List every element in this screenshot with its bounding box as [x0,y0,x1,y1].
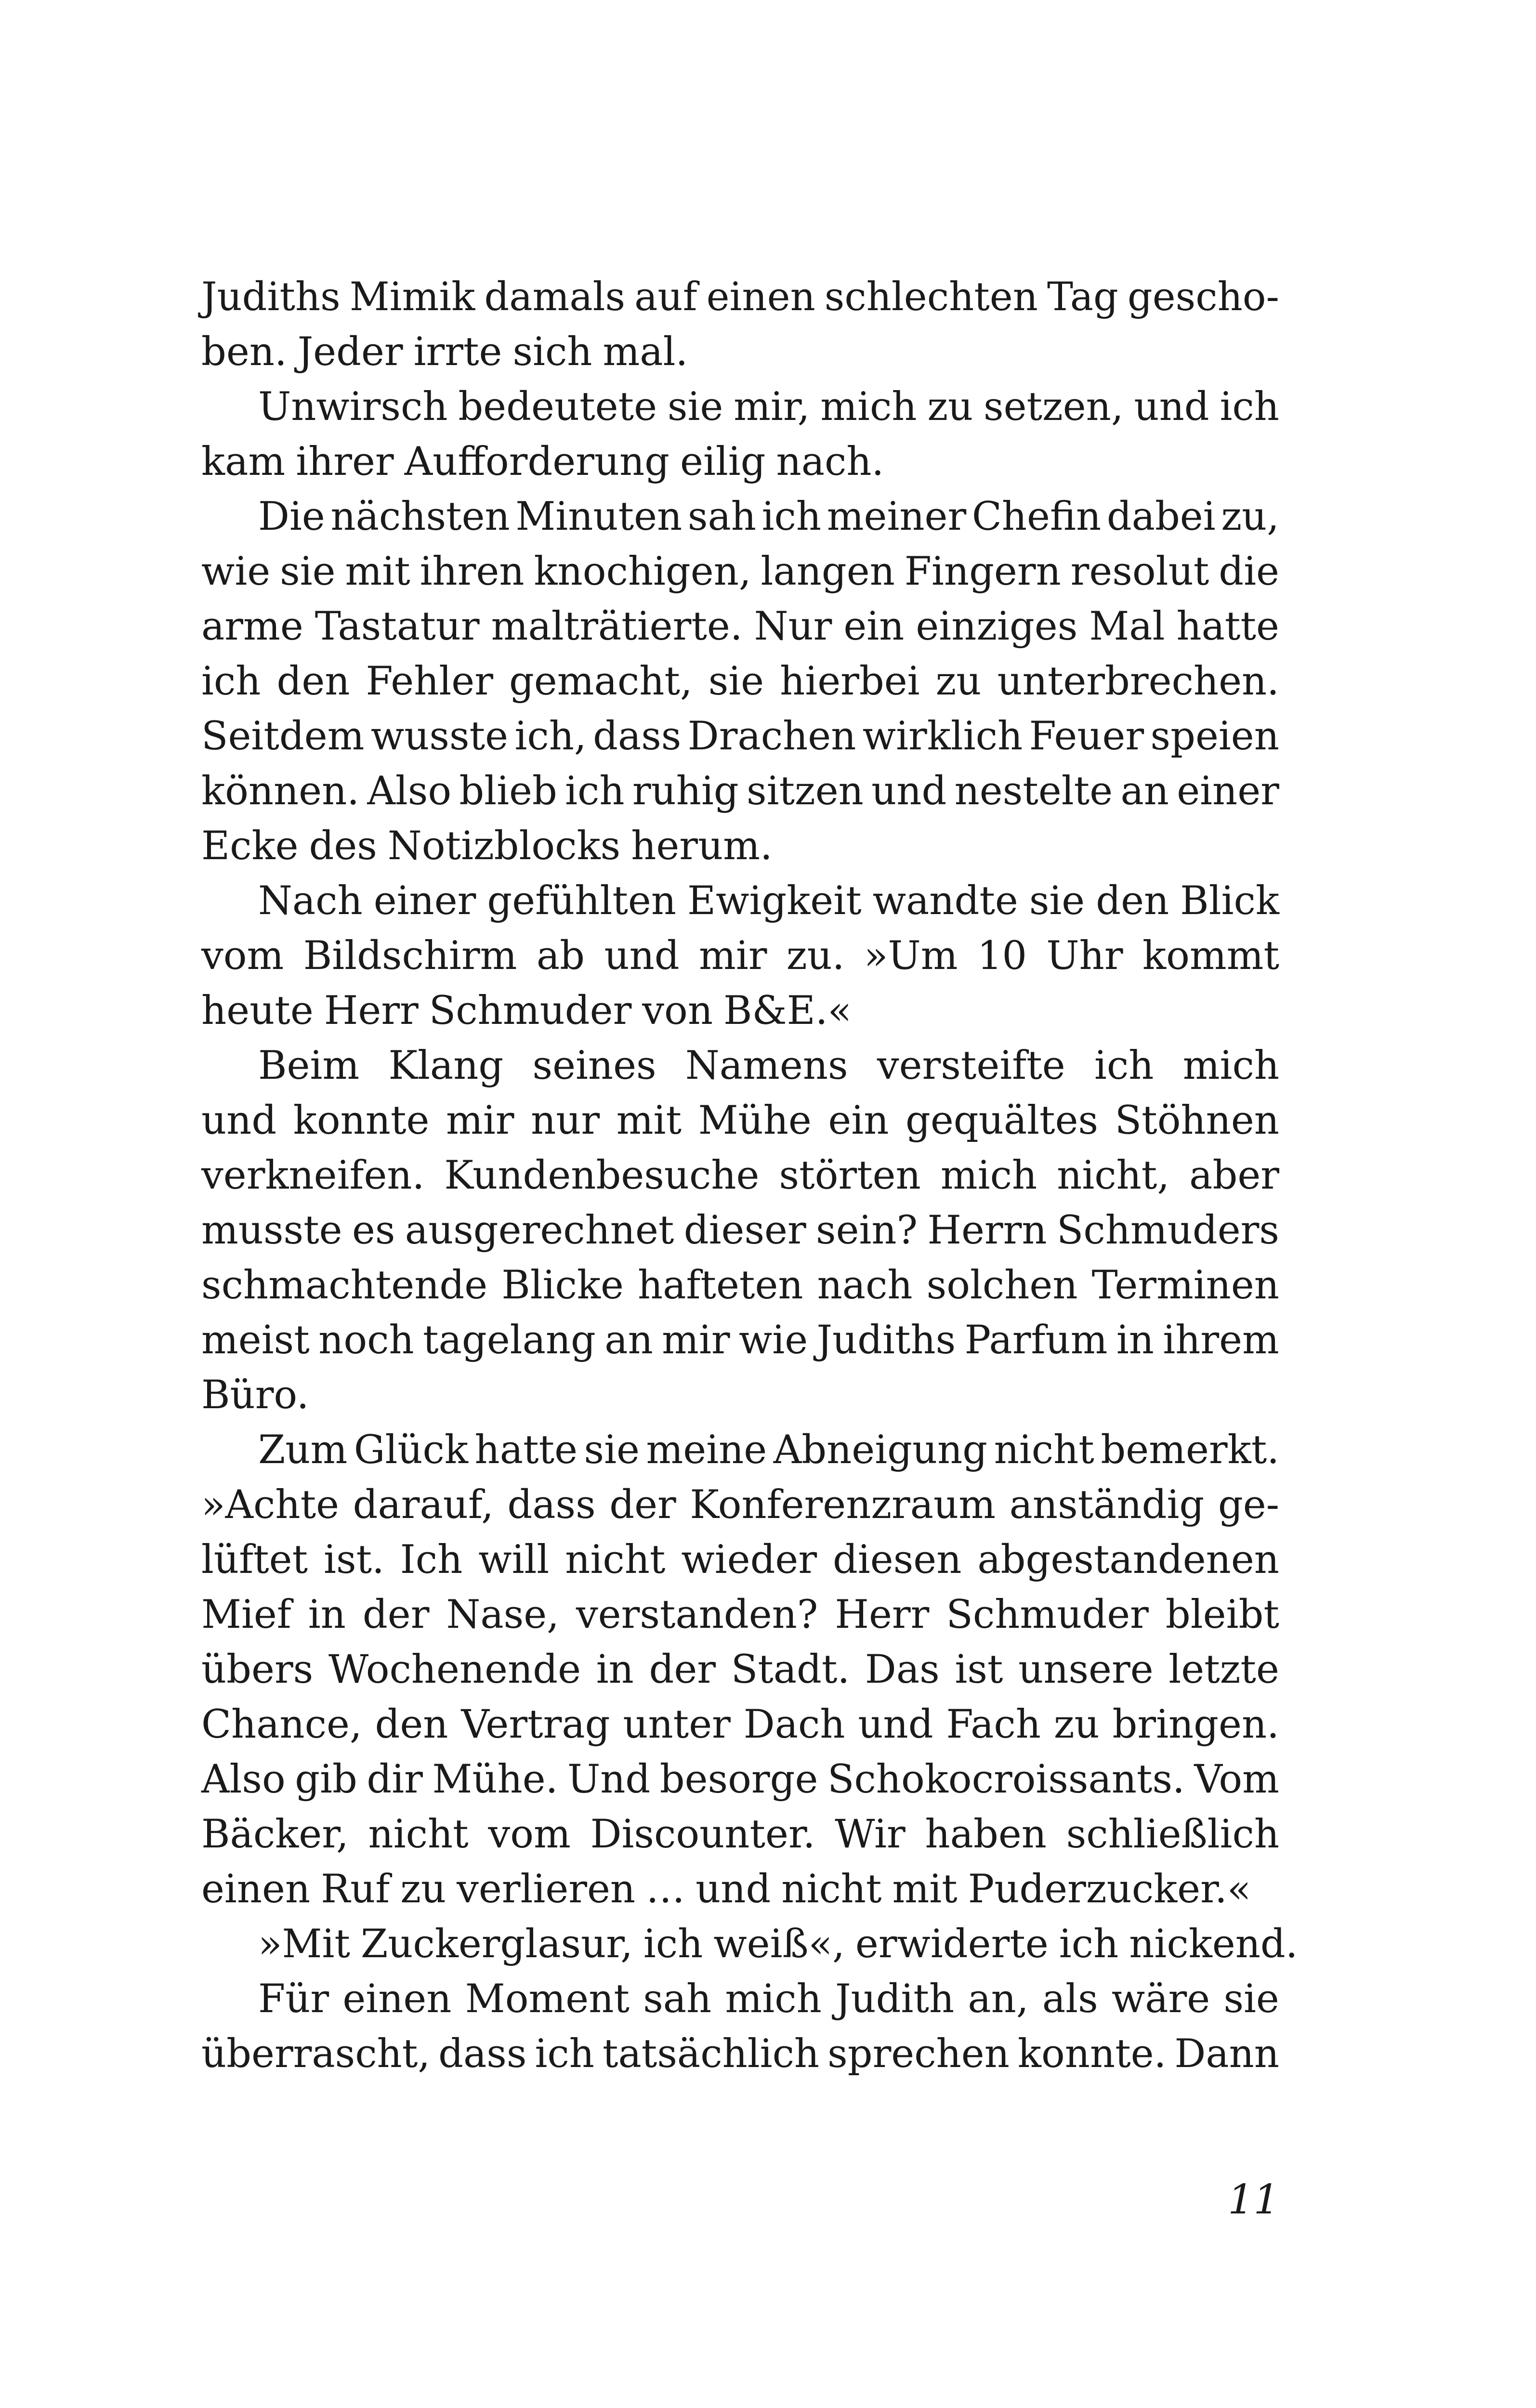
word: solchen [926,1263,1078,1308]
word: verkneifen. [201,1153,425,1198]
word: ein [828,1098,889,1143]
text-line [201,1862,1279,1917]
word: eilig [680,439,766,484]
word: kam [201,439,286,484]
word: nach. [776,439,884,484]
word: Schmuders [1056,1208,1279,1253]
text-line [201,1917,1298,1972]
word: abgestandenen [977,1537,1279,1583]
word: sah [687,494,756,539]
word: setzen, [984,384,1124,430]
text-line [201,1093,1279,1148]
word: zu [400,1867,446,1912]
word: sie [667,384,723,430]
text-line [201,1532,1279,1587]
word: ben. [201,329,287,375]
text-line [201,1368,1279,1423]
text-line [201,1478,1279,1532]
word: Wochenende [328,1647,581,1692]
word: noch [318,1318,414,1363]
word: Schmuder [429,988,632,1034]
text-line [201,1203,1279,1258]
word: der [362,1592,430,1637]
word: Die [258,494,325,539]
word: nestelte [954,769,1113,814]
word: Bildschirm [303,933,517,979]
word: Namens [685,1043,848,1088]
word: dir [367,1757,423,1802]
word: sie [708,659,764,704]
word: schlechten [824,275,1038,320]
word: nicht, [1057,1153,1170,1198]
text-line [201,1423,1279,1478]
word: an [1120,769,1169,814]
word: bleibt [1165,1592,1279,1637]
word: sie [280,549,336,594]
word: mit [892,1867,958,1912]
word: dabei [1106,494,1216,539]
word: darauf, [353,1482,494,1528]
text-line [201,654,1279,709]
word: Mief [201,1592,291,1637]
text-line [201,764,1279,819]
word: Chance, [201,1702,362,1747]
word: mit [616,1098,682,1143]
word: einen [342,1976,452,2022]
word: von [642,988,713,1034]
word: Chefin [971,494,1102,539]
word: Für [258,1976,329,2022]
word: in [308,1592,346,1637]
word: den [375,1702,448,1747]
word: resolut [1070,549,1209,594]
text-line [201,544,1279,599]
word: Fingern [904,549,1061,594]
word: aber [1189,1153,1279,1198]
word: ist [955,1647,1003,1692]
word: bemerkt. [1101,1427,1279,1473]
word: Tastatur [315,604,480,649]
word: ihrem [1163,1318,1279,1363]
word: der [609,1482,676,1528]
word: einen [201,1867,311,1912]
word: ruhig [632,769,739,814]
word: gequältes [906,1098,1099,1143]
word: ge- [1218,1482,1279,1528]
word: weiß«, [713,1922,845,1967]
word: Herr [835,1592,930,1637]
word: und [858,1702,933,1747]
word: besorge [659,1757,818,1802]
word: Mal [1089,604,1165,649]
text-line [201,1972,1279,2027]
word: Blicke [501,1263,624,1308]
word: heute [201,988,314,1034]
word: und [201,1098,277,1143]
word: vom [488,1812,571,1857]
word: Also [367,769,452,814]
word: letzte [1168,1647,1279,1692]
word: nicht [368,1812,469,1857]
word: Minuten [515,494,683,539]
word: Konferenzraum [690,1482,996,1528]
word: als [1042,1976,1098,2022]
word: irrte [413,329,502,375]
word: ihrer [296,439,394,484]
word: ausgerechnet [405,1208,674,1253]
text-line [201,1642,1279,1697]
word: hierbei [780,659,920,704]
body-text [201,270,1298,2081]
text-line [201,874,1279,929]
word: ihren [420,549,525,594]
word: nicht [994,1427,1094,1473]
word: … [646,1867,685,1912]
text-line [201,819,1279,874]
word: ein [843,604,905,649]
word: und [1134,384,1209,430]
text-line [201,929,1279,983]
word: mich [725,1976,822,2022]
word: sitzen [747,769,864,814]
word: die [1219,549,1279,594]
word: den [1096,878,1169,924]
word: Kundenbesuche [444,1153,760,1198]
word: wusste [370,714,509,759]
word: blieb [459,769,557,814]
word: Vertrag [461,1702,610,1747]
word: knochigen, [534,549,751,594]
word: haben [925,1812,1047,1857]
word: Judiths [201,275,341,320]
word: »Mit [258,1922,350,1967]
word: verstanden? [576,1592,818,1637]
word: 10 [977,933,1027,979]
word: wieder [681,1537,817,1583]
word: mal. [603,329,688,375]
word: sich [512,329,592,375]
word: können. [201,769,360,814]
word: es [352,1208,395,1253]
word: mich [940,1153,1037,1198]
word: Moment [465,1976,630,2022]
word: Aufforderung [404,439,670,484]
word: auf [634,275,697,320]
word: Judiths [816,1318,956,1363]
word: Judith [835,1976,955,2022]
word: Tag [1047,275,1118,320]
word: Nach [258,878,363,924]
word: sein? [816,1208,918,1253]
word: Klang [388,1043,504,1088]
word: gescho- [1127,275,1279,320]
word: Mimik [349,275,475,320]
word: mich [820,384,917,430]
word: Nase, [446,1592,559,1637]
word: anständig [1009,1482,1205,1528]
word: zu [927,384,973,430]
word: sie [1029,878,1085,924]
word: mir, [734,384,810,430]
word: diesen [833,1537,962,1583]
word: Seitdem [201,714,365,759]
word: Ewigkeit [687,878,862,924]
word: und [871,769,947,814]
word: unterbrechen. [997,659,1279,704]
word: mich [1182,1043,1279,1088]
word: wie [201,549,271,594]
word: Ecke [201,824,299,869]
word: »Achte [201,1482,340,1528]
word: nicht [565,1537,666,1583]
word: überrascht, [201,2031,431,2077]
word: Nur [754,604,832,649]
word: Parfum [964,1318,1108,1363]
word: ich [643,1922,703,1967]
word: Zuckerglasur, [360,1922,633,1967]
word: Herr [324,988,419,1034]
word: ich [1059,1922,1119,1967]
word: dass [593,714,682,759]
word: in [596,1647,634,1692]
word: des [309,824,377,869]
word: dass [438,2031,527,2077]
text-line [201,1038,1279,1093]
word: und [696,1867,771,1912]
word: konnte. [1017,2031,1167,2077]
word: Vom [1194,1757,1279,1802]
word: sie [1223,1976,1279,2022]
word: gemacht, [509,659,693,704]
text-line [201,489,1279,544]
word: ich [761,494,822,539]
page-number: 11 [1228,2176,1279,2223]
word: Schokocroissants. [827,1757,1185,1802]
word: hatte [1176,604,1279,649]
word: wandte [872,878,1018,924]
word: meine [646,1427,767,1473]
word: einen [706,275,815,320]
word: sah [643,1976,712,2022]
word: Jeder [297,329,403,375]
text-line [201,1807,1279,1862]
word: Fach [946,1702,1041,1747]
word: vom [201,933,284,979]
word: kommt [1142,933,1279,979]
word: unsere [1018,1647,1154,1692]
word: ab [536,933,585,979]
text-line [201,709,1279,764]
word: Unwirsch [258,384,448,430]
text-line [201,270,1279,325]
word: an [604,1318,653,1363]
text-line [201,1752,1279,1807]
text-line [201,1313,1279,1368]
text-line [201,325,1279,380]
word: ich [565,769,625,814]
text-line [201,434,1279,489]
word: ist. [324,1537,384,1583]
word: nach [817,1263,913,1308]
word: Discounter. [590,1812,815,1857]
word: nickend. [1129,1922,1298,1967]
word: bringen. [1112,1702,1279,1747]
word: Also [201,1757,286,1802]
word: mit [345,549,410,594]
word: bedeutete [458,384,657,430]
word: Stöhnen [1115,1098,1279,1143]
word: zu [1053,1702,1100,1747]
word: arme [201,604,303,649]
word: schließlich [1066,1812,1279,1857]
word: nächsten [330,494,510,539]
word: malträtierte. [491,604,743,649]
text-line [201,1697,1279,1752]
word: B&E.« [723,988,852,1034]
word: langen [761,549,895,594]
word: übers [201,1647,314,1692]
word: Mühe [698,1098,812,1143]
word: Dann [1174,2031,1279,2077]
word: »Um [864,933,958,979]
word: Blick [1180,878,1279,924]
word: Beim [258,1043,360,1088]
word: unter [623,1702,731,1747]
word: einziges [916,604,1078,649]
word: mir [446,1098,514,1143]
word: Büro. [201,1373,309,1418]
word: speien [1150,714,1279,759]
word: ich [1220,384,1279,430]
text-line [201,983,1279,1038]
word: an, [968,1976,1029,2022]
word: sie [584,1427,640,1473]
word: Bäcker, [201,1812,349,1857]
word: Wir [835,1812,906,1857]
word: verlieren [457,1867,636,1912]
word: Glück [354,1427,469,1473]
word: herum. [631,824,773,869]
word: will [478,1537,550,1583]
word: wie [738,1318,808,1363]
word: einer [373,878,476,924]
word: einer [1177,769,1279,814]
word: Das [865,1647,940,1692]
word: nicht [781,1867,882,1912]
word: Dach [743,1702,845,1747]
word: gib [295,1757,357,1802]
word: damals [484,275,626,320]
word: mir [699,933,767,979]
word: Abneigung [773,1427,988,1473]
word: Terminen [1091,1263,1279,1308]
word: Feuer [1029,714,1144,759]
text-line [201,1587,1279,1642]
word: Und [567,1757,651,1802]
text-line [201,1148,1279,1203]
word: Herrn [927,1208,1047,1253]
word: Stadt. [731,1647,850,1692]
word: zu, [1221,494,1279,539]
word: meist [201,1318,310,1363]
word: ich [1094,1043,1154,1088]
word: Ruf [321,1867,390,1912]
word: dass [507,1482,596,1528]
word: gefühlten [487,878,677,924]
word: versteifte [877,1043,1065,1088]
word: störten [779,1153,921,1198]
word: wäre [1111,1976,1210,2022]
word: Notizblocks [387,824,621,869]
word: tatsächlich [602,2031,820,2077]
text-line [201,1258,1279,1313]
word: und [604,933,680,979]
word: Schmuder [946,1592,1149,1637]
text-line [201,2027,1279,2081]
word: Drachen [687,714,856,759]
word: konnte [293,1098,430,1143]
word: tagelang [423,1318,596,1363]
word: ich [535,2031,594,2077]
word: lüftet [201,1537,308,1583]
word: mir [662,1318,730,1363]
word: Mühe. [432,1757,558,1802]
word: seines [532,1043,656,1088]
word: schmachtende [201,1263,488,1308]
word: zu. [786,933,845,979]
word: der [649,1647,716,1692]
word: den [276,659,350,704]
word: Fehler [366,659,493,704]
word: Puderzucker.« [968,1867,1251,1912]
word: sprechen [827,2031,1010,2077]
word: meiner [827,494,967,539]
word: wirklich [862,714,1023,759]
word: Zum [258,1427,348,1473]
word: in [1116,1318,1154,1363]
word: hafteten [637,1263,803,1308]
word: nur [531,1098,600,1143]
word: dieser [683,1208,806,1253]
word: hatte [474,1427,578,1473]
word: musste [201,1208,342,1253]
word: erwiderte [855,1922,1049,1967]
word: Uhr [1046,933,1123,979]
word: ich, [514,714,587,759]
word: Ich [400,1537,463,1583]
text-line [201,380,1279,434]
word: zu [935,659,982,704]
word: ich [201,659,261,704]
text-line [201,599,1279,654]
